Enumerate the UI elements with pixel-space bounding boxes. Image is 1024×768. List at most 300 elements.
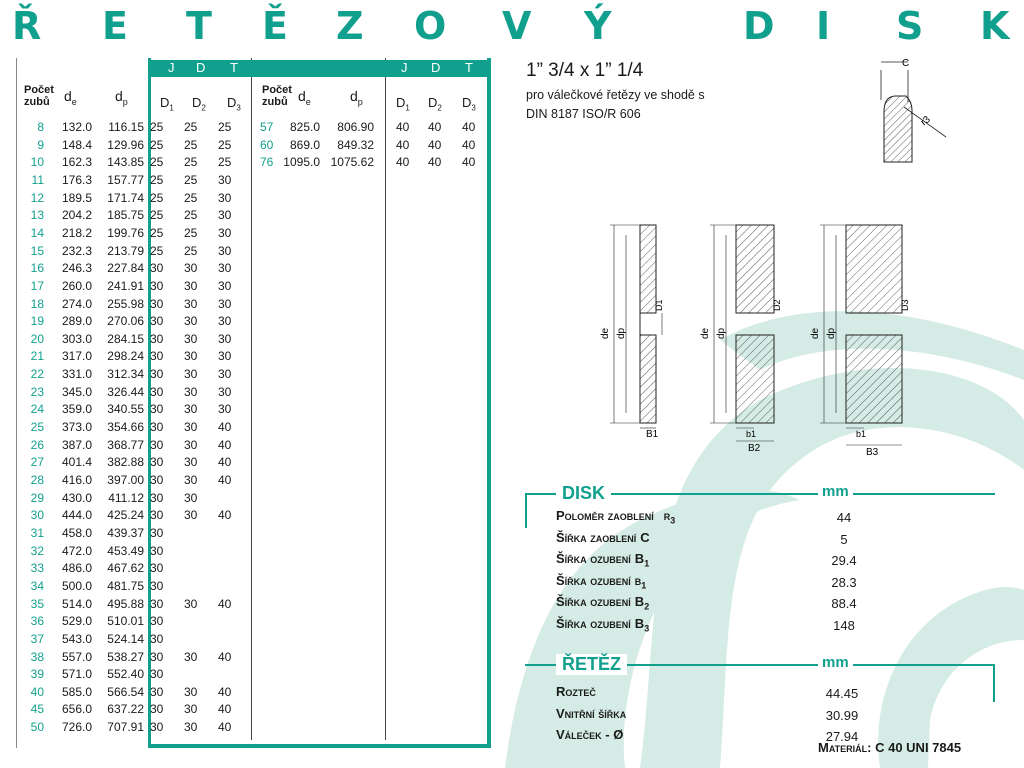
cell-d1: 25 bbox=[150, 208, 164, 223]
header-dp-text: d bbox=[350, 88, 358, 104]
cell-d1: 30 bbox=[150, 490, 164, 505]
header-dp-right bbox=[350, 88, 363, 107]
label-b2: B2 bbox=[748, 443, 761, 454]
chain-spec-value: 27.94 bbox=[825, 729, 859, 744]
cell-d3: 30 bbox=[218, 402, 232, 417]
cell-de: 317.0 bbox=[61, 349, 92, 364]
header-teeth-left bbox=[24, 84, 54, 108]
label-d3: D3 bbox=[900, 299, 910, 311]
cell-dp: 143.85 bbox=[107, 155, 144, 170]
cell-dp: 524.14 bbox=[107, 631, 144, 646]
cell-dp: 368.77 bbox=[107, 437, 144, 452]
cell-de: 132.0 bbox=[61, 120, 92, 134]
cell-d1: 30 bbox=[150, 367, 164, 382]
cell-de: 585.0 bbox=[61, 684, 92, 699]
cell-teeth: 22 bbox=[30, 367, 44, 382]
label-r3: r3 bbox=[918, 114, 933, 129]
cell-d2: 30 bbox=[184, 261, 198, 276]
cell-teeth: 50 bbox=[30, 720, 44, 735]
label-dp-2: dp bbox=[716, 327, 727, 339]
cell-teeth: 37 bbox=[30, 631, 44, 646]
cell-d2: 30 bbox=[184, 649, 198, 664]
header-teeth-line2: zubů bbox=[262, 96, 288, 108]
cell-d2: 25 bbox=[184, 208, 198, 223]
cell-d2: 25 bbox=[184, 172, 198, 187]
cell-d1: 30 bbox=[150, 455, 164, 470]
cell-teeth: 29 bbox=[30, 490, 44, 505]
cell-de: 416.0 bbox=[61, 473, 92, 487]
cell-teeth: 15 bbox=[30, 243, 44, 258]
cell-d3: 40 bbox=[462, 120, 476, 134]
disk-spec-subscript: 2 bbox=[644, 601, 650, 612]
header-d1-right bbox=[396, 95, 410, 113]
disk-spec-symbol: B bbox=[634, 616, 645, 631]
header-d2-left bbox=[192, 95, 206, 113]
disk-spec-label-text: Poloměr zaoblení bbox=[556, 508, 654, 523]
cell-de: 303.0 bbox=[61, 331, 92, 346]
cell-d3: 40 bbox=[462, 155, 476, 170]
disk-spec-subscript: 1 bbox=[644, 558, 650, 569]
cell-d3: 40 bbox=[218, 702, 232, 717]
material-note: Materiál: C 40 UNI 7845 bbox=[818, 740, 962, 755]
cell-de: 514.0 bbox=[61, 596, 92, 611]
cell-dp: 129.96 bbox=[107, 137, 144, 152]
cell-dp: 354.66 bbox=[107, 420, 144, 435]
cell-d3: 30 bbox=[218, 384, 232, 399]
cell-de: 458.0 bbox=[61, 525, 92, 540]
cell-d2: 40 bbox=[428, 137, 442, 152]
title-letter: Ý bbox=[584, 4, 612, 48]
cell-teeth: 24 bbox=[30, 402, 44, 417]
cell-teeth: 27 bbox=[30, 455, 44, 470]
cell-de: 373.0 bbox=[61, 420, 92, 435]
cell-teeth: 11 bbox=[31, 172, 44, 187]
header-teeth-line1: Počet bbox=[24, 84, 54, 96]
cell-d1: 30 bbox=[150, 384, 164, 399]
cell-d2: 30 bbox=[184, 314, 198, 329]
jdt-t-right: T bbox=[465, 60, 473, 75]
title-letter: S bbox=[896, 4, 924, 48]
cell-d2: 30 bbox=[184, 349, 198, 364]
cell-d1: 30 bbox=[150, 614, 164, 629]
cell-d3: 40 bbox=[218, 649, 232, 664]
title-letter: E bbox=[102, 4, 128, 48]
info-line-2: DIN 8187 ISO/R 606 bbox=[526, 107, 641, 121]
cell-d2: 40 bbox=[428, 155, 442, 170]
cell-de: 232.3 bbox=[61, 243, 92, 258]
disk-spec-label-text: Šířka ozubení bbox=[556, 616, 631, 631]
header-dp-sub: p bbox=[357, 96, 363, 107]
cell-de: 387.0 bbox=[61, 437, 92, 452]
cell-d2: 30 bbox=[184, 402, 198, 417]
disk-spec-label bbox=[556, 508, 675, 526]
cell-de: 148.4 bbox=[61, 137, 92, 152]
cell-dp: 510.01 bbox=[107, 614, 144, 629]
cell-de: 500.0 bbox=[61, 578, 92, 593]
cell-dp: 340.55 bbox=[107, 402, 144, 417]
cell-de: 571.0 bbox=[61, 667, 92, 682]
cell-de: 289.0 bbox=[61, 314, 92, 329]
cell-dp: 566.54 bbox=[107, 684, 144, 699]
cell-d3: 25 bbox=[218, 155, 232, 170]
cell-dp: 157.77 bbox=[107, 172, 144, 187]
cell-d2: 30 bbox=[184, 384, 198, 399]
cell-dp: 185.75 bbox=[107, 208, 144, 223]
cell-de: 825.0 bbox=[289, 120, 320, 134]
triple-sprocket-section bbox=[810, 225, 910, 458]
header-teeth-line2: zubů bbox=[24, 96, 50, 108]
disk-section-unit: mm bbox=[818, 483, 853, 500]
cell-d1: 30 bbox=[150, 437, 164, 452]
disk-spec-symbol: b bbox=[634, 572, 642, 588]
cell-dp: 439.37 bbox=[107, 525, 144, 540]
cell-de: 176.3 bbox=[61, 172, 92, 187]
chain-spec-label: Váleček - Ø bbox=[556, 727, 624, 742]
cell-d3: 40 bbox=[218, 720, 232, 735]
cell-d3: 30 bbox=[218, 243, 232, 258]
cell-teeth: 76 bbox=[260, 155, 274, 170]
cell-d1: 30 bbox=[150, 720, 164, 735]
cell-de: 274.0 bbox=[61, 296, 92, 311]
chain-spec-label: Vnitřní šířka bbox=[556, 705, 627, 721]
title-letter: Ě bbox=[262, 4, 288, 48]
disk-spec-value: 29.4 bbox=[831, 553, 857, 569]
header-d3-text: D bbox=[462, 95, 472, 110]
cell-teeth: 35 bbox=[30, 596, 44, 611]
cell-d1: 30 bbox=[150, 702, 164, 717]
disk-spec-subscript: 1 bbox=[641, 580, 647, 591]
cell-de: 444.0 bbox=[61, 508, 92, 523]
disk-spec-symbol: B bbox=[634, 551, 645, 567]
table-bottom-rule bbox=[148, 744, 491, 748]
disk-spec-symbol: r bbox=[663, 508, 671, 523]
cell-d1: 30 bbox=[150, 420, 164, 435]
cell-teeth: 30 bbox=[30, 508, 44, 523]
chain-section-unit: mm bbox=[818, 654, 853, 671]
cell-teeth: 39 bbox=[30, 667, 44, 682]
cell-de: 246.3 bbox=[61, 261, 92, 276]
disk-spec-label-text: Šířka ozubení bbox=[556, 594, 631, 610]
cell-d1: 30 bbox=[150, 473, 164, 487]
header-de-text: d bbox=[64, 88, 72, 104]
header-dp-sub: p bbox=[122, 96, 128, 107]
disk-spec-value: 5 bbox=[840, 531, 848, 547]
cell-d2: 30 bbox=[184, 684, 198, 699]
cell-teeth: 33 bbox=[30, 561, 44, 576]
cell-de: 430.0 bbox=[61, 490, 92, 505]
cell-d3: 30 bbox=[218, 190, 232, 205]
jdt-d-left: D bbox=[196, 60, 206, 75]
cell-d2: 25 bbox=[184, 120, 198, 134]
jdt-header-bar-spacer bbox=[251, 60, 385, 77]
title-letter: V bbox=[502, 4, 532, 48]
cell-d2: 25 bbox=[184, 225, 198, 240]
label-b1-lower-2: b1 bbox=[746, 429, 757, 439]
cell-d1: 30 bbox=[150, 684, 164, 699]
header-d2-sub: 2 bbox=[437, 103, 442, 113]
cell-teeth: 12 bbox=[30, 190, 44, 205]
cell-dp: 538.27 bbox=[107, 649, 144, 664]
cell-d3: 30 bbox=[218, 278, 232, 293]
disk-spec-symbol: B bbox=[634, 594, 645, 610]
cell-d1: 30 bbox=[150, 596, 164, 611]
cell-de: 1095.0 bbox=[283, 155, 320, 170]
cell-d3: 40 bbox=[218, 473, 232, 487]
jdt-header-bar-right bbox=[385, 60, 487, 77]
cell-d2: 30 bbox=[184, 296, 198, 311]
cell-d2: 30 bbox=[184, 420, 198, 435]
cell-d3: 25 bbox=[218, 120, 232, 134]
cell-dp: 707.91 bbox=[107, 720, 144, 735]
cell-dp: 849.32 bbox=[337, 137, 374, 152]
cell-teeth: 45 bbox=[30, 702, 44, 717]
cell-teeth: 38 bbox=[30, 649, 44, 664]
cell-d2: 30 bbox=[184, 490, 198, 505]
cell-d2: 30 bbox=[184, 331, 198, 346]
cell-teeth: 18 bbox=[30, 296, 44, 311]
cell-dp: 806.90 bbox=[337, 120, 374, 134]
cell-d3: 40 bbox=[218, 420, 232, 435]
disk-spec-value: 88.4 bbox=[831, 596, 857, 612]
disk-spec-subscript: 3 bbox=[670, 515, 676, 526]
header-de-sub: e bbox=[305, 96, 311, 107]
cell-d3: 40 bbox=[218, 455, 232, 470]
cell-d1: 30 bbox=[150, 525, 164, 540]
cell-dp: 298.24 bbox=[107, 349, 144, 364]
chain-spec-label: Rozteč bbox=[556, 684, 596, 699]
cell-d1: 25 bbox=[150, 137, 164, 152]
header-d1-sub: 1 bbox=[405, 103, 410, 113]
cell-teeth: 19 bbox=[30, 314, 44, 329]
cell-de: 543.0 bbox=[61, 631, 92, 646]
cell-d1: 25 bbox=[150, 243, 164, 258]
cell-dp: 241.91 bbox=[107, 278, 144, 293]
header-teeth-right bbox=[262, 84, 292, 108]
cell-d2: 25 bbox=[184, 137, 198, 152]
cell-d1: 40 bbox=[396, 120, 410, 134]
cell-d1: 30 bbox=[150, 649, 164, 664]
cell-d3: 30 bbox=[218, 225, 232, 240]
jdt-d-right: D bbox=[431, 60, 441, 75]
cell-teeth: 20 bbox=[30, 331, 44, 346]
cell-de: 557.0 bbox=[61, 649, 92, 664]
cell-dp: 382.88 bbox=[107, 455, 144, 470]
cell-teeth: 9 bbox=[37, 137, 44, 152]
cell-d1: 30 bbox=[150, 296, 164, 311]
cell-teeth: 57 bbox=[260, 120, 274, 134]
cell-d2: 30 bbox=[184, 702, 198, 717]
disk-spec-label-text: Šířka zaoblení bbox=[556, 529, 637, 545]
label-de-3: de bbox=[810, 327, 821, 339]
double-sprocket-section bbox=[700, 225, 782, 454]
cell-teeth: 60 bbox=[260, 137, 274, 152]
header-d1-left bbox=[160, 95, 174, 113]
cell-d3: 30 bbox=[218, 367, 232, 382]
cell-d2: 25 bbox=[184, 155, 198, 170]
table-left-border bbox=[16, 58, 17, 748]
cell-de: 331.0 bbox=[61, 367, 92, 382]
cell-d3: 30 bbox=[218, 349, 232, 364]
cell-dp: 270.06 bbox=[107, 314, 144, 329]
disk-section-title: DISK bbox=[556, 483, 611, 504]
cell-d3: 30 bbox=[218, 331, 232, 346]
disk-spec-label-text: Šířka ozubení bbox=[556, 572, 631, 588]
cell-de: 486.0 bbox=[61, 561, 92, 576]
label-dp-3: dp bbox=[826, 327, 837, 339]
cell-d2: 25 bbox=[184, 243, 198, 258]
cell-d2: 30 bbox=[184, 437, 198, 452]
cell-d1: 40 bbox=[396, 155, 410, 170]
cell-teeth: 34 bbox=[30, 578, 44, 593]
header-d3-right bbox=[462, 95, 476, 113]
header-d2-text: D bbox=[192, 95, 202, 110]
label-d1: D1 bbox=[654, 299, 664, 311]
disk-spec-value: 44 bbox=[836, 510, 852, 525]
header-de-left bbox=[64, 88, 77, 107]
header-d1-text: D bbox=[396, 95, 406, 110]
jdt-t-left: T bbox=[230, 60, 238, 75]
cell-dp: 199.76 bbox=[107, 225, 144, 240]
cell-dp: 425.24 bbox=[107, 508, 144, 523]
cell-d3: 30 bbox=[218, 172, 232, 187]
cell-de: 189.5 bbox=[61, 190, 92, 205]
header-d1-text: D bbox=[160, 95, 170, 110]
cell-teeth: 14 bbox=[30, 225, 44, 240]
cell-de: 162.3 bbox=[61, 155, 92, 170]
header-d3-text: D bbox=[227, 95, 237, 110]
cell-dp: 467.62 bbox=[107, 561, 144, 576]
cell-teeth: 26 bbox=[30, 437, 44, 452]
page-title bbox=[0, 0, 1024, 56]
cell-de: 472.0 bbox=[61, 543, 92, 558]
cell-teeth: 21 bbox=[30, 349, 44, 364]
cell-de: 345.0 bbox=[61, 384, 92, 399]
cell-d1: 30 bbox=[150, 349, 164, 364]
disk-spec-label bbox=[556, 573, 646, 591]
cell-d1: 25 bbox=[150, 190, 164, 205]
cell-d1: 30 bbox=[150, 261, 164, 276]
disk-spec-label bbox=[556, 551, 649, 569]
header-d3-left bbox=[227, 95, 241, 113]
cell-teeth: 25 bbox=[30, 420, 44, 435]
cell-dp: 397.00 bbox=[107, 473, 144, 487]
cell-teeth: 8 bbox=[37, 120, 44, 134]
cell-d2: 30 bbox=[184, 596, 198, 611]
chain-spec-value: 44.45 bbox=[825, 686, 859, 701]
cell-d2: 30 bbox=[184, 473, 198, 487]
cell-dp: 213.79 bbox=[107, 243, 144, 258]
cell-dp: 637.22 bbox=[107, 702, 144, 717]
header-d3-sub: 3 bbox=[471, 103, 476, 113]
disk-spec-symbol: C bbox=[640, 529, 650, 545]
cell-de: 656.0 bbox=[61, 702, 92, 717]
cell-d3: 40 bbox=[462, 137, 476, 152]
cell-de: 359.0 bbox=[61, 402, 92, 417]
disk-spec-label-text: Šířka ozubení bbox=[556, 551, 631, 567]
label-b3: B3 bbox=[866, 447, 879, 458]
cell-dp: 411.12 bbox=[108, 490, 144, 505]
disk-spec-label bbox=[556, 594, 649, 612]
label-d2: D2 bbox=[772, 299, 782, 311]
jdt-j-left: J bbox=[168, 60, 175, 75]
label-dp-1: dp bbox=[616, 327, 627, 339]
cell-de: 726.0 bbox=[61, 720, 92, 735]
header-dp-text: d bbox=[115, 88, 123, 104]
cell-d1: 30 bbox=[150, 561, 164, 576]
cell-dp: 227.84 bbox=[107, 261, 144, 276]
cell-d3: 40 bbox=[218, 437, 232, 452]
cell-de: 529.0 bbox=[61, 614, 92, 629]
cell-dp: 1075.62 bbox=[330, 155, 374, 170]
header-de-sub: e bbox=[71, 96, 77, 107]
disk-spec-subscript: 3 bbox=[644, 623, 650, 634]
cell-d3: 30 bbox=[218, 261, 232, 276]
cell-dp: 495.88 bbox=[107, 596, 144, 611]
cell-dp: 552.40 bbox=[107, 667, 144, 682]
cell-teeth: 28 bbox=[30, 473, 44, 487]
disk-spec-label bbox=[556, 616, 649, 634]
cell-d1: 30 bbox=[150, 578, 164, 593]
title-letter: D bbox=[743, 4, 775, 48]
cell-dp: 284.15 bbox=[107, 331, 144, 346]
cell-d1: 30 bbox=[150, 667, 164, 682]
title-letter: T bbox=[186, 4, 212, 48]
title-letter: K bbox=[980, 4, 1010, 48]
cell-teeth: 31 bbox=[30, 525, 44, 540]
size-label: 1” 3/4 x 1” 1/4 bbox=[526, 60, 644, 81]
cell-d1: 30 bbox=[150, 278, 164, 293]
cell-d3: 30 bbox=[218, 314, 232, 329]
cell-d3: 25 bbox=[218, 137, 232, 152]
cell-d2: 40 bbox=[428, 120, 442, 134]
cell-d1: 30 bbox=[150, 543, 164, 558]
disk-spec-value: 148 bbox=[833, 618, 855, 633]
header-d2-text: D bbox=[428, 95, 438, 110]
cell-dp: 453.49 bbox=[107, 543, 144, 558]
cell-dp: 481.75 bbox=[107, 578, 144, 593]
disk-section-side bbox=[525, 493, 527, 528]
cell-d1: 25 bbox=[150, 120, 164, 134]
cell-d2: 30 bbox=[184, 367, 198, 382]
cell-d1: 25 bbox=[150, 155, 164, 170]
header-de-right bbox=[298, 88, 311, 107]
cell-teeth: 17 bbox=[30, 278, 44, 293]
header-de-text: d bbox=[298, 88, 306, 104]
cell-d1: 30 bbox=[150, 314, 164, 329]
cell-teeth: 13 bbox=[30, 208, 44, 223]
cell-dp: 255.98 bbox=[107, 296, 144, 311]
cell-teeth: 36 bbox=[30, 614, 44, 629]
cell-de: 260.0 bbox=[61, 278, 92, 293]
cell-teeth: 23 bbox=[30, 384, 44, 399]
chain-section-title: ŘETĚZ bbox=[556, 654, 627, 675]
title-letter: O bbox=[414, 4, 447, 48]
header-d1-sub: 1 bbox=[169, 103, 174, 113]
cell-d1: 25 bbox=[150, 172, 164, 187]
header-d2-sub: 2 bbox=[201, 103, 206, 113]
sprocket-cross-sections bbox=[600, 215, 920, 460]
cell-d2: 30 bbox=[184, 455, 198, 470]
header-dp-left bbox=[115, 88, 128, 107]
cell-d1: 40 bbox=[396, 137, 410, 152]
cell-teeth: 40 bbox=[30, 684, 44, 699]
cell-d1: 30 bbox=[150, 331, 164, 346]
cell-de: 869.0 bbox=[289, 137, 320, 152]
cell-de: 401.4 bbox=[61, 455, 92, 470]
cell-dp: 171.74 bbox=[107, 190, 144, 205]
cell-d3: 40 bbox=[218, 508, 232, 523]
cell-d1: 30 bbox=[150, 631, 164, 646]
